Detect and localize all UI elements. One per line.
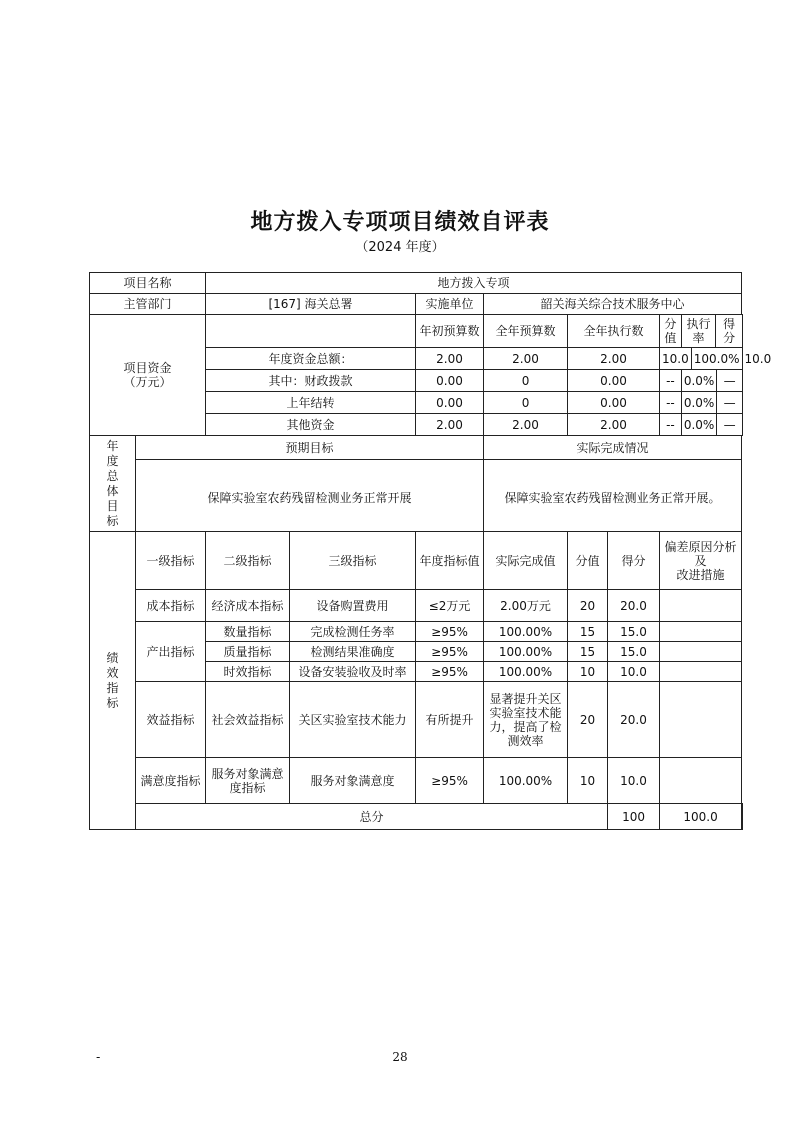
goals-header-row (90, 436, 743, 460)
indicator-reason (660, 590, 742, 622)
indicator-reason (660, 662, 742, 682)
page-number: 28 (392, 1050, 408, 1064)
indicator-score: 10.0 (608, 662, 660, 682)
header-score: 得分 (608, 532, 660, 590)
header-score-value: 分值 (568, 532, 608, 590)
indicator-value: 10 (568, 662, 608, 682)
funds-cell: 2.00 (484, 348, 568, 370)
indicator-level2: 数量指标 (206, 622, 290, 642)
goals-content-row (90, 460, 743, 532)
page-title: 地方拨入专项项目绩效自评表 (250, 209, 550, 235)
indicator-value: 15 (568, 642, 608, 662)
funds-cell: 0.0% (681, 414, 717, 435)
funds-cell: 0.00 (416, 392, 484, 414)
total-row (90, 804, 743, 830)
funds-cell: 100.0% (691, 348, 742, 369)
indicator-target: ≥95% (416, 662, 484, 682)
funds-header-initial: 年初预算数 (416, 315, 484, 348)
funds-header-rate: 执行率 (681, 315, 715, 347)
funds-header-executed: 全年执行数 (568, 315, 660, 348)
indicator-target: ≥95% (416, 758, 484, 804)
indicator-score: 20.0 (608, 590, 660, 622)
indicator-reason (660, 682, 742, 758)
indicator-value: 15 (568, 622, 608, 642)
indicator-reason (660, 642, 742, 662)
indicator-score: 15.0 (608, 622, 660, 642)
indicator-level2: 时效指标 (206, 662, 290, 682)
indicator-actual: 100.00% (484, 662, 568, 682)
funds-cell: 2.00 (484, 414, 568, 436)
funds-header-annual: 全年预算数 (484, 315, 568, 348)
indicator-target: ≥95% (416, 642, 484, 662)
indicator-actual: 100.00% (484, 642, 568, 662)
total-value: 100 (608, 804, 660, 830)
funds-cell: 0.0% (681, 392, 717, 413)
indicator-actual: 2.00万元 (484, 590, 568, 622)
indicator-score: 20.0 (608, 682, 660, 758)
goals-label: 年度总体目标 (90, 436, 136, 532)
indicator-value: 20 (568, 682, 608, 758)
header-level1: 一级指标 (136, 532, 206, 590)
expected-goal-header: 预期目标 (136, 436, 484, 460)
funds-cell: 0.00 (568, 392, 660, 414)
funds-cell: 2.00 (416, 348, 484, 370)
funds-cell: 10.0 (660, 348, 691, 369)
indicators-label: 绩效指标 (90, 532, 136, 830)
funds-cell: 2.00 (568, 414, 660, 436)
funds-cell: 2.00 (416, 414, 484, 436)
total-reason-blank (742, 804, 743, 830)
indicator-level1: 满意度指标 (136, 758, 206, 804)
indicator-value: 10 (568, 758, 608, 804)
funds-row-label: 其中：财政拨款 (206, 370, 416, 392)
funds-cell: 10.0 (744, 351, 772, 366)
indicator-level3: 检测结果准确度 (290, 642, 416, 662)
indicator-level3: 设备购置费用 (290, 590, 416, 622)
indicator-level1: 效益指标 (136, 682, 206, 758)
indicators-header-row (90, 532, 743, 590)
indicator-reason (660, 758, 742, 804)
indicator-level3: 服务对象满意度 (290, 758, 416, 804)
indicator-level3: 完成检测任务率 (290, 622, 416, 642)
indicator-reason (660, 622, 742, 642)
funds-row-label: 其他资金 (206, 414, 416, 436)
project-name-value: 地方拨入专项 (206, 273, 742, 294)
funds-cell: — (723, 373, 736, 388)
header-actual: 实际完成值 (484, 532, 568, 590)
funds-cell: — (723, 417, 736, 432)
implementing-unit-label: 实施单位 (416, 294, 484, 315)
indicator-target: ≤2万元 (416, 590, 484, 622)
header-level2: 二级指标 (206, 532, 290, 590)
funds-cell: -- (660, 370, 681, 391)
project-name-row (90, 273, 743, 294)
indicator-level2: 社会效益指标 (206, 682, 290, 758)
indicator-row (90, 622, 743, 642)
indicator-score: 10.0 (608, 758, 660, 804)
indicator-row (90, 682, 743, 758)
indicator-row (90, 758, 743, 804)
expected-goal-text: 保障实验室农药残留检测业务正常开展 (136, 460, 484, 532)
page-subtitle: （2024 年度） (355, 240, 445, 255)
department-label: 主管部门 (90, 294, 206, 315)
funds-cell: 2.00 (568, 348, 660, 370)
indicator-level1: 成本指标 (136, 590, 206, 622)
footer-dash: - (96, 1050, 101, 1064)
indicator-score: 15.0 (608, 642, 660, 662)
implementing-unit-value: 韶关海关综合技术服务中心 (484, 294, 742, 315)
funds-cell: -- (660, 392, 681, 413)
project-name-label: 项目名称 (90, 273, 206, 294)
actual-goal-header: 实际完成情况 (484, 436, 742, 460)
funds-cell: 0 (484, 370, 568, 392)
funds-cell: -- (660, 414, 681, 435)
indicator-target: 有所提升 (416, 682, 484, 758)
indicator-target: ≥95% (416, 622, 484, 642)
indicator-value: 20 (568, 590, 608, 622)
indicator-level2: 质量指标 (206, 642, 290, 662)
funds-cell: 0.0% (681, 370, 717, 391)
indicator-actual: 显著提升关区实验室技术能力，提高了检测效率 (484, 682, 568, 758)
funds-row-label: 上年结转 (206, 392, 416, 414)
evaluation-table (89, 272, 772, 830)
funds-header-blank (206, 315, 416, 348)
total-label: 总分 (136, 804, 608, 830)
funds-header-score: 得分 (723, 317, 736, 345)
actual-goal-text: 保障实验室农药残留检测业务正常开展。 (484, 460, 742, 532)
total-score: 100.0 (660, 804, 742, 830)
indicator-level2: 经济成本指标 (206, 590, 290, 622)
indicator-row (90, 590, 743, 622)
header-target: 年度指标值 (416, 532, 484, 590)
indicator-level3: 关区实验室技术能力 (290, 682, 416, 758)
funds-header-value: 分值 (660, 315, 681, 347)
funds-cell: 0.00 (416, 370, 484, 392)
indicator-level1: 产出指标 (136, 622, 206, 682)
indicator-actual: 100.00% (484, 758, 568, 804)
department-value: [167] 海关总署 (206, 294, 416, 315)
department-row (90, 294, 743, 315)
indicator-actual: 100.00% (484, 622, 568, 642)
funds-cell: 0.00 (568, 370, 660, 392)
funds-cell: — (723, 395, 736, 410)
funds-cell: 0 (484, 392, 568, 414)
indicator-level2: 服务对象满意度指标 (206, 758, 290, 804)
funds-label: 项目资金 （万元） (90, 315, 206, 436)
header-reason: 偏差原因分析及 改进措施 (660, 532, 742, 590)
funds-header-row (90, 315, 743, 348)
header-level3: 三级指标 (290, 532, 416, 590)
funds-row-label: 年度资金总额： (206, 348, 416, 370)
indicator-level3: 设备安装验收及时率 (290, 662, 416, 682)
